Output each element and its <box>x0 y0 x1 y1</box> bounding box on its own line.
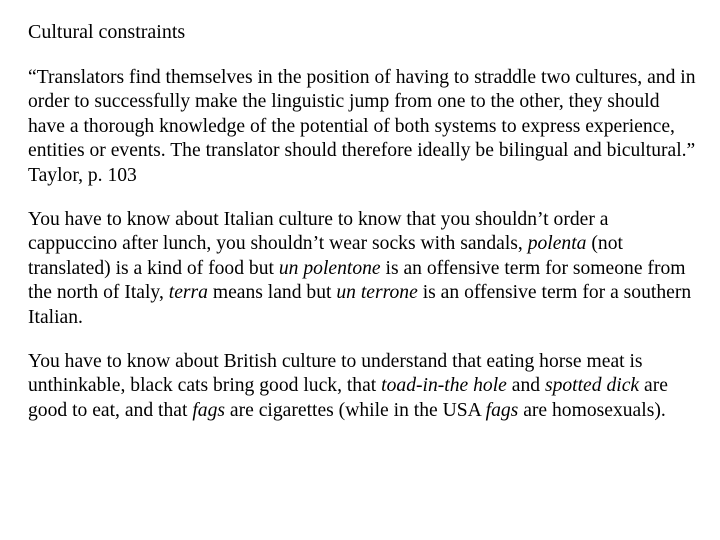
italian-term-polenta: polenta <box>527 233 587 255</box>
italian-text-5: is an offensive term for a southern Italian. <box>28 282 692 328</box>
italian-term-terrone: un terrone <box>336 282 418 304</box>
british-term-fags-uk: fags <box>192 399 225 421</box>
british-culture-paragraph <box>28 350 700 423</box>
italian-culture-paragraph <box>28 208 700 330</box>
slide-title: Cultural constraints <box>28 21 186 43</box>
british-text-4: are cigarettes (while in the USA <box>225 399 486 421</box>
italian-text-1: You have to know about Italian culture to know that you shouldn’t order a cappuccino after lunch, you shouldn’t wear socks with sandals, <box>28 209 609 255</box>
italian-term-terra: terra <box>168 282 208 304</box>
british-text-1: You have to know about British culture to understand that eating horse meat is unthinkable, black cats bring good luck, that <box>28 351 643 397</box>
british-term-fags-usa: fags <box>485 399 519 421</box>
italian-text-3: is an offensive term for someone from the north of Italy, <box>28 257 686 304</box>
italian-term-polentone: un polentone <box>278 257 381 279</box>
italian-text-2: (not translated) is a kind of food but <box>28 233 623 279</box>
british-text-5: are homosexuals). <box>518 399 666 421</box>
british-text-3: are good to eat, and that <box>28 375 668 421</box>
british-term-spotted-dick: spotted dick <box>544 375 640 397</box>
italian-text-4: means land but <box>207 282 337 304</box>
taylor-quote-paragraph: “Translators find themselves in the position of having to straddle two cultures, and in order to successfully make the linguistic jump from one to the other, they should have a thorough knowledge of the potential of both systems to express experience, entities or events. The translator should therefore ideally be bilingual and bicultural.” Taylor, p. 103 <box>28 67 696 186</box>
slide-content <box>28 18 700 443</box>
british-term-toad-in-the-hole: toad-in-the hole <box>381 375 507 397</box>
british-text-2: and <box>506 375 545 397</box>
